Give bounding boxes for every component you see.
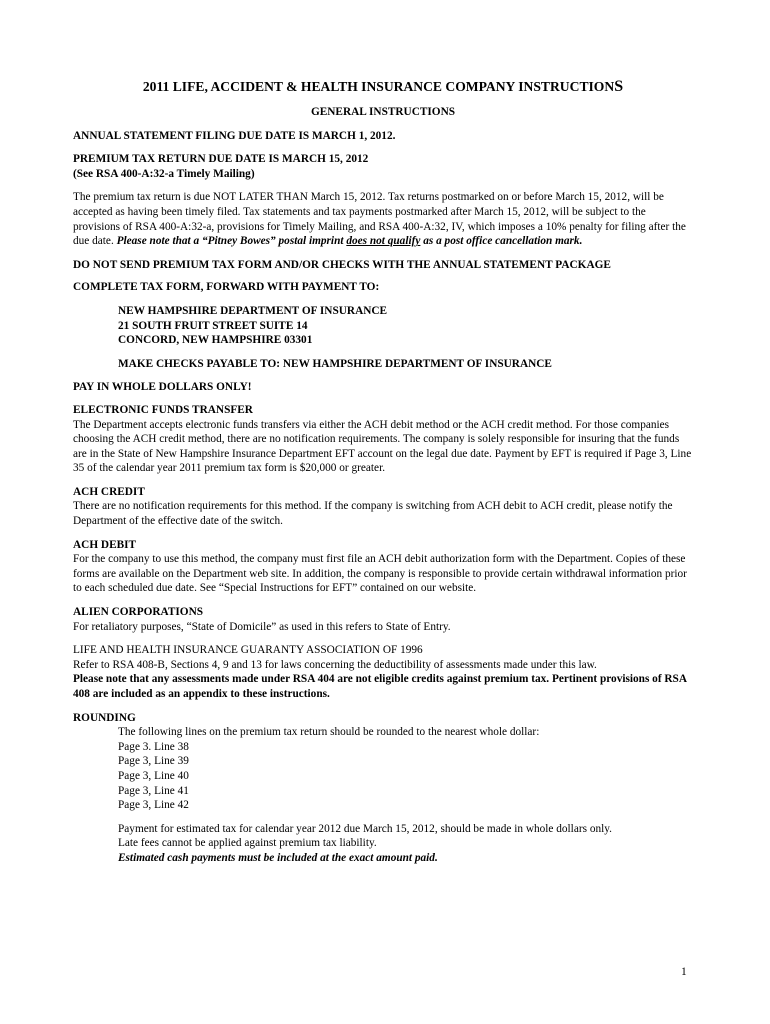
address-line1: NEW HAMPSHIRE DEPARTMENT OF INSURANCE: [118, 304, 388, 317]
address-line2: 21 SOUTH FRUIT STREET SUITE 14: [118, 319, 308, 332]
title-text: 2011 LIFE, ACCIDENT & HEALTH INSURANCE COMPANY INSTRUCTION: [142, 79, 615, 94]
ach-debit-section: [73, 538, 693, 596]
checks-payable: MAKE CHECKS PAYABLE TO: NEW HAMPSHIRE DEPARTMENT OF INSURANCE: [118, 357, 552, 370]
premium-paragraph-text: The premium tax return is due NOT LATER THAN March 15, 2012. Tax returns postmarked on or before March 15, 2012, will be accepted as having been timely filed. Tax statements and tax payments postmarked after March 15, 2012, will be subject to the provisions of RSA 400-A:32-a, provisions for Timely Mailing, and RSA 400-A:32, IV, which imposes a 10% penalty for filing after the due date.: [73, 191, 686, 248]
eft-text: The Department accepts electronic funds transfers via either the ACH debit method or the ACH credit method. For those companies choosing the ACH credit method, there are no notification requirements. The company is solely responsible for insuring that the funds are in the State of New Hampshire Insurance Department EFT account on the legal due date. Payment by EFT is required if Page 3, Line 35 of the calendar year 2011 premium tax form is $20,000 or greater.: [73, 418, 692, 475]
rounding-intro: The following lines on the premium tax return should be rounded to the nearest whole dollar:: [118, 726, 540, 739]
alien-text: For retaliatory purposes, “State of Domicile” as used in this refers to State of Entry.: [73, 620, 451, 633]
ach-credit-section: [73, 485, 693, 529]
rounding-line: Page 3, Line 39: [118, 755, 189, 768]
mailing-address: [73, 304, 693, 371]
guaranty-text: Refer to RSA 408-B, Sections 4, 9 and 13 for laws concerning the deductibility of assessments made under this law.: [73, 658, 597, 671]
rounding-heading: ROUNDING: [73, 711, 136, 724]
premium-due-block: [73, 152, 693, 181]
do-not-send-notice: DO NOT SEND PREMIUM TAX FORM AND/OR CHECKS WITH THE ANNUAL STATEMENT PACKAGE: [73, 258, 611, 271]
eft-heading: ELECTRONIC FUNDS TRANSFER: [73, 403, 253, 416]
rounding-body: [73, 725, 693, 865]
document-page: [73, 78, 693, 866]
ach-debit-text: For the company to use this method, the company must first file an ACH debit authorization form with the Department. Copies of these forms are available on the Department web site. In addition, the company is responsible to provide certain withdrawal information prior to each scheduled due date. See “Special Instructions for EFT” contained on our website.: [73, 553, 687, 595]
guaranty-section: [73, 643, 693, 701]
rounding-line: Page 3, Line 41: [118, 784, 189, 797]
guaranty-bold-note: Please note that any assessments made under RSA 404 are not eligible credits against premium tax. Pertinent provisions of RSA 408 are included as an appendix to these instructions.: [73, 673, 687, 700]
ach-credit-text: There are no notification requirements for this method. If the company is switching from ACH debit to ACH credit, please notify the Department of the effective date of the switch.: [73, 500, 673, 528]
title-last-char: S: [614, 78, 624, 95]
pitney-note: Please note that a “Pitney Bowes” postal imprint: [116, 235, 347, 248]
premium-paragraph: [73, 190, 693, 248]
estimated-payment-text: Payment for estimated tax for calendar year 2012 due March 15, 2012, should be made in whole dollars only.: [118, 822, 612, 835]
document-title: [73, 78, 693, 96]
filing-due-date: ANNUAL STATEMENT FILING DUE DATE IS MARCH 1, 2012.: [73, 129, 396, 142]
address-line3: CONCORD, NEW HAMPSHIRE 03301: [118, 334, 313, 347]
rounding-line: Page 3, Line 42: [118, 799, 189, 812]
rounding-section: [73, 711, 693, 866]
pitney-note-underlined: does not qualify: [346, 235, 421, 248]
late-fees-text: Late fees cannot be applied against premium tax liability.: [118, 837, 377, 850]
premium-due-line2: (See RSA 400-A:32-a Timely Mailing): [73, 167, 255, 180]
alien-heading: ALIEN CORPORATIONS: [73, 606, 204, 619]
ach-credit-heading: ACH CREDIT: [73, 485, 145, 498]
rounding-line: Page 3. Line 38: [118, 740, 189, 753]
ach-debit-heading: ACH DEBIT: [73, 538, 137, 551]
alien-section: [73, 605, 693, 634]
premium-due-line1: PREMIUM TAX RETURN DUE DATE IS MARCH 15, 2012: [73, 153, 369, 166]
complete-form-notice: COMPLETE TAX FORM, FORWARD WITH PAYMENT TO:: [73, 281, 380, 294]
rounding-line: Page 3, Line 40: [118, 769, 189, 782]
page-number: 1: [681, 966, 687, 978]
pitney-note-tail: as a post office cancellation mark.: [420, 235, 583, 248]
whole-dollars-notice: PAY IN WHOLE DOLLARS ONLY!: [73, 381, 252, 394]
section-subtitle: GENERAL INSTRUCTIONS: [310, 106, 456, 118]
eft-section: [73, 403, 693, 476]
estimated-cash-note: Estimated cash payments must be included at the exact amount paid.: [118, 851, 438, 864]
guaranty-heading: LIFE AND HEALTH INSURANCE GUARANTY ASSOCIATION OF 1996: [73, 644, 423, 657]
